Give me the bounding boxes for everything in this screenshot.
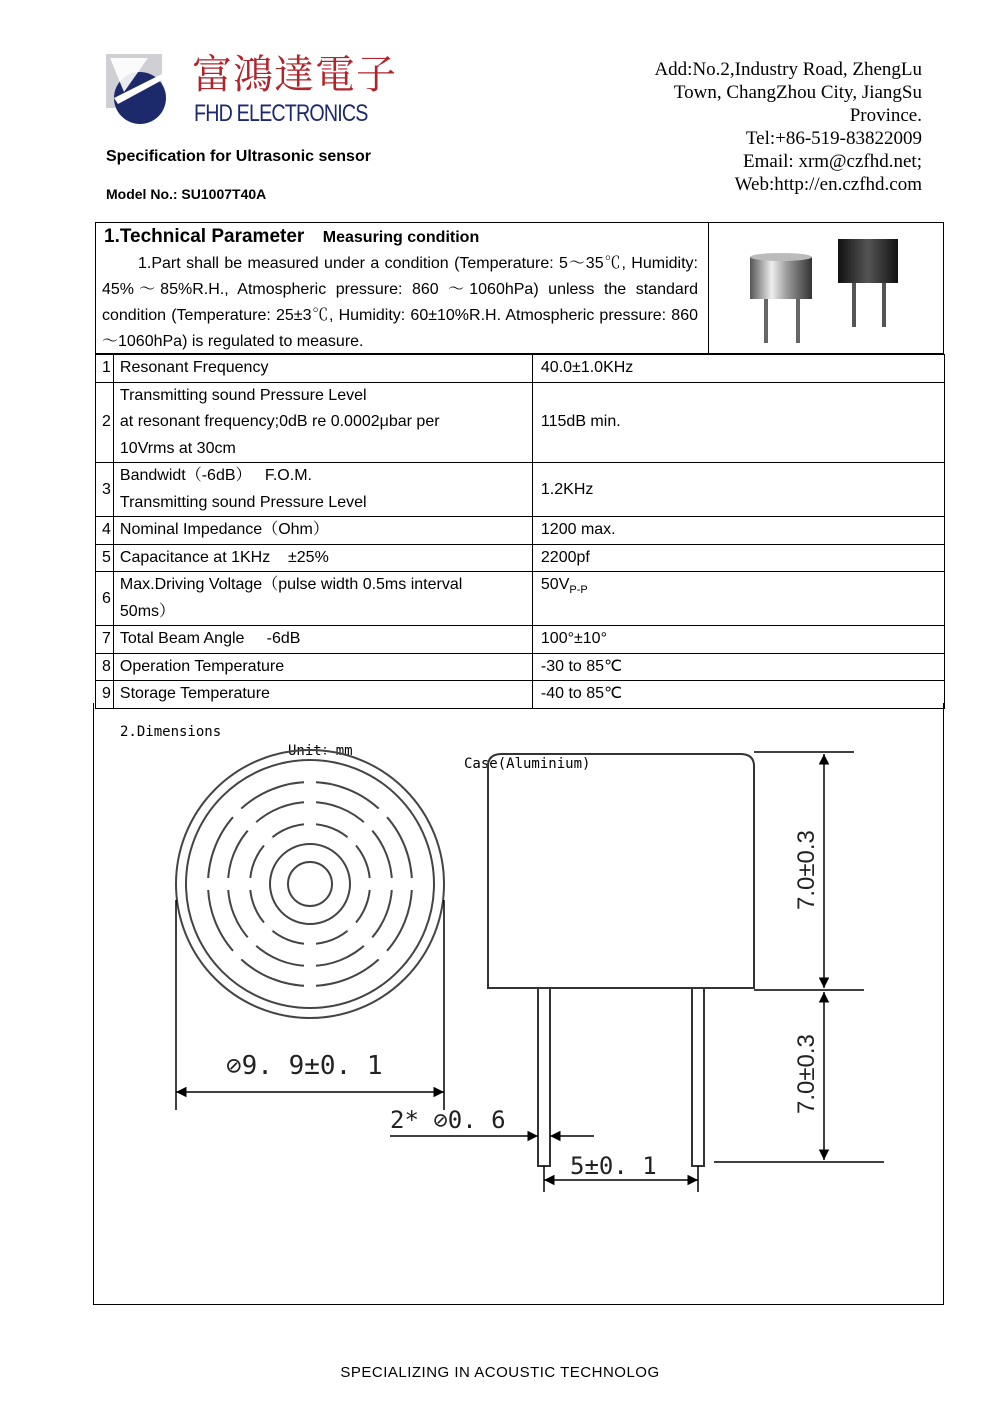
parameter-name-line: Storage Temperature (119, 685, 270, 702)
condition-paragraph: 1.Part shall be measured under a condition (Temperature: 5～35℃, Humidity: 45%～85%R.H., Atmospheric pressure: 860 ～1060hPa) unless the standard condition (Temperature: 25±3℃, Humidity: 60±10%R.H. Atmospheric pressure: 860 ～1060hPa) is regulated to measure. (102, 255, 698, 350)
parameter-value-text: 2200pf (540, 548, 590, 566)
parameter-value (532, 517, 944, 545)
pin-length-label: 7.0±0.3 (793, 1034, 820, 1114)
parameter-value-text: 1.2KHz (540, 480, 594, 498)
technical-heading (104, 226, 479, 248)
black-sensor-image (838, 239, 898, 327)
company-name-english: FHD ELECTRONICS (194, 100, 368, 127)
parameter-name (113, 463, 532, 517)
parameter-row (96, 626, 945, 654)
parameter-name-line: Max.Driving Voltage（pulse width 0.5ms interval (119, 576, 463, 593)
parameter-name-line: Transmitting sound Pressure Level (119, 493, 367, 511)
parameter-name (113, 355, 532, 383)
parameter-name-line: Operation Temperature (119, 657, 285, 675)
parameter-value-text: 115dB min. (540, 413, 621, 431)
parameter-row (96, 544, 945, 572)
parameter-name-line: 50ms） (119, 602, 176, 620)
diameter-label: ⊘9. 9±0. 1 (226, 1051, 383, 1081)
dimensions-unit: Unit：mm (288, 743, 353, 759)
address-line: Province. (849, 105, 922, 126)
parameter-value-text: 50V (540, 576, 570, 593)
measuring-condition-title: Measuring condition (322, 229, 480, 246)
parameter-number: 6 (96, 572, 114, 626)
email: Email: xrm@czfhd.net; (743, 151, 922, 172)
parameter-number: 5 (96, 544, 114, 572)
website: Web:http://en.czfhd.com (734, 174, 922, 195)
document-title: Specification for Ultrasonic sensor (106, 148, 371, 165)
parameter-value (532, 626, 944, 654)
parameter-name-line: Resonant Frequency (119, 359, 269, 376)
address-line: Town, ChangZhou City, JiangSu (673, 82, 922, 103)
company-name-chinese: 富鴻達電子 (192, 52, 397, 98)
footer-slogan: SPECIALIZING IN ACOUSTIC TECHNOLOG (340, 1364, 660, 1381)
parameter-value-subscript: P-P (569, 584, 588, 597)
parameter-value (532, 382, 944, 463)
parameter-name-line: Total Beam Angle -6dB (119, 630, 301, 647)
parameter-value (532, 355, 944, 383)
pin-pitch-label: 5±0. 1 (570, 1152, 657, 1180)
product-photo (708, 223, 942, 353)
parameter-row (96, 517, 945, 545)
parameter-name-line: Nominal Impedance（Ohm） (119, 521, 329, 538)
parameter-value-text: -40 to 85℃ (540, 685, 623, 703)
parameter-number: 1 (96, 355, 114, 383)
parameter-value (532, 653, 944, 681)
parameter-number: 7 (96, 626, 114, 654)
parameter-row (96, 355, 945, 383)
parameter-value-text: 1200 max. (540, 521, 616, 539)
telephone: Tel:+86-519-83822009 (745, 128, 922, 149)
parameter-name (113, 382, 532, 463)
company-contact (582, 58, 922, 196)
parameter-name (113, 653, 532, 681)
dimension-drawing (94, 730, 944, 1300)
pin-diameter-label: 2* ⊘0. 6 (390, 1106, 506, 1134)
parameter-name-line: at resonant frequency;0dB re 0.0002μbar per (119, 413, 440, 430)
parameter-name (113, 544, 532, 572)
parameter-name-line: Transmitting sound Pressure Level (119, 386, 367, 404)
parameter-row (96, 572, 945, 626)
case-height-label: 7.0±0.3 (793, 830, 820, 910)
center-hole (288, 862, 332, 906)
parameter-table (95, 354, 945, 709)
parameter-number: 4 (96, 517, 114, 545)
parameter-name-line: 10Vrms at 30cm (119, 439, 236, 457)
parameter-number: 3 (96, 463, 114, 517)
parameter-name (113, 572, 532, 626)
parameter-value (532, 572, 944, 626)
parameter-name (113, 517, 532, 545)
parameter-row (96, 382, 945, 463)
model-number: Model No.: SU1007T40A (106, 186, 267, 202)
address-line: Add:No.2,Industry Road, ZhengLu (654, 59, 922, 80)
parameter-number: 8 (96, 653, 114, 681)
technical-parameter-title: 1.Technical Parameter (104, 226, 305, 247)
parameter-value-text: -30 to 85℃ (540, 657, 623, 675)
parameter-value (532, 544, 944, 572)
dimensions-case: Case(Aluminium) (464, 756, 591, 772)
parameter-name-line: Bandwidt（-6dB） F.O.M. (119, 467, 312, 484)
parameter-row (96, 653, 945, 681)
parameter-value-text: 40.0±1.0KHz (540, 359, 634, 377)
parameter-number: 9 (96, 681, 114, 709)
aluminium-sensor-image (750, 253, 812, 343)
parameter-value-text: 100°±10° (540, 630, 607, 648)
parameter-name-line: Capacitance at 1KHz ±25% (119, 548, 329, 566)
product-photo-box (708, 222, 944, 354)
measuring-condition-text (102, 251, 698, 355)
parameter-row (96, 463, 945, 517)
parameter-number: 2 (96, 382, 114, 463)
parameter-name (113, 626, 532, 654)
parameter-value (532, 463, 944, 517)
dimensions-title: 2.Dimensions (120, 724, 222, 740)
